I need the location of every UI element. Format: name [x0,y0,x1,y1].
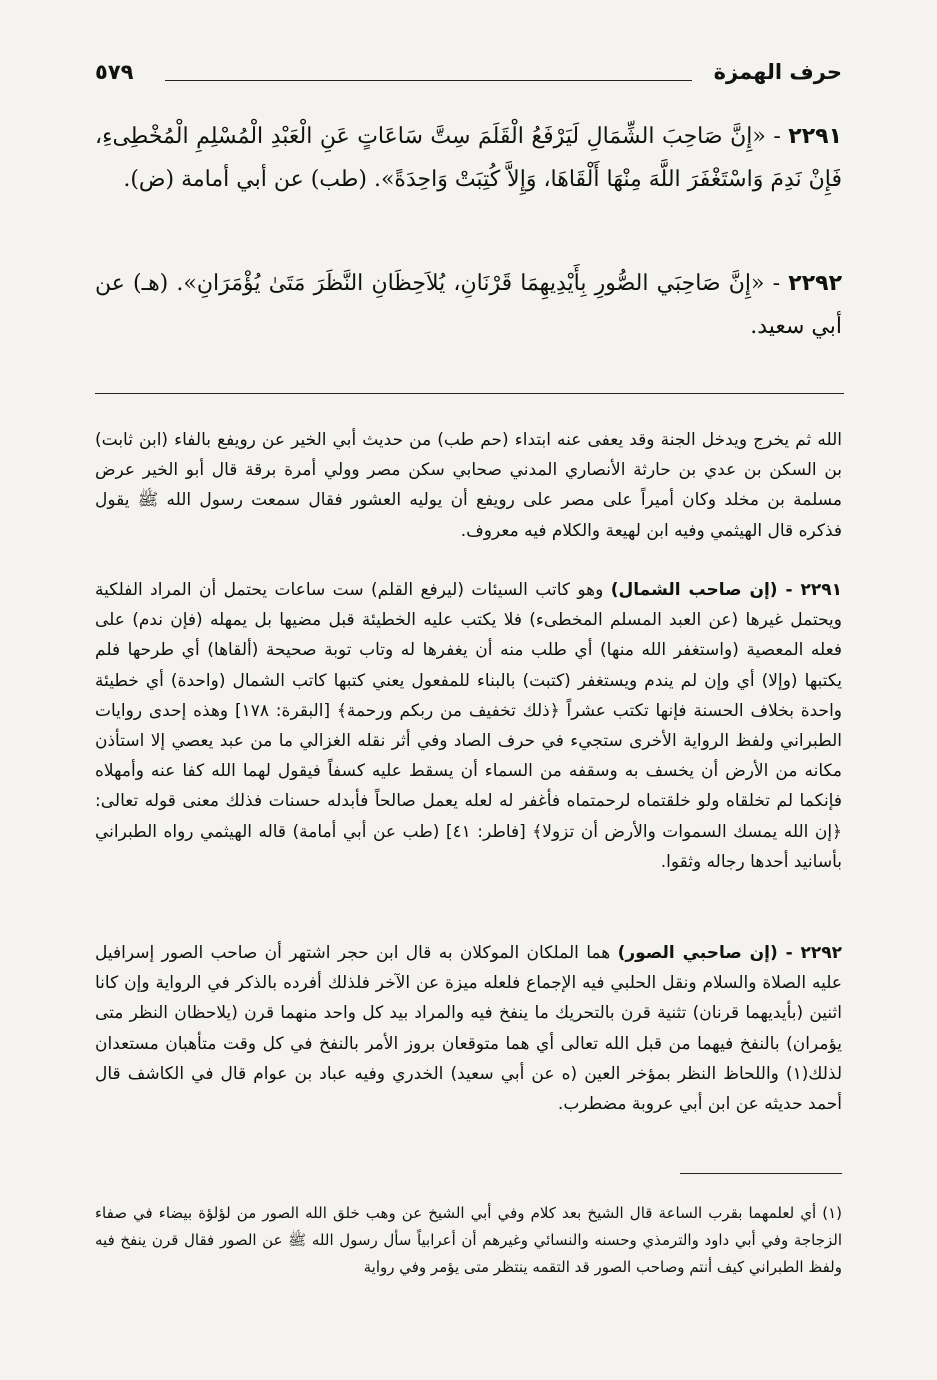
footnote-rule [680,1173,842,1174]
hadith-number: ٢٢٩٢ [788,271,842,296]
commentary-text: وهو كاتب السيئات (ليرفع القلم) ست ساعات يحتمل أن المراد الفلكية ويحتمل غيرها (عن العبد المسلم المخطىء) فلا يكتب عليه الخطيئة قبل مضيها بل يمهله (فإن ندم) على فعله المعصية (واستغفر الله منها) أي طلب منه أن يغفرها له وتاب توبة صحيحة (ألقاها) أي طرحها فلم يكتبها (وإلا) أي وإن لم يندم ويستغفر (كتبت) بالبناء للمفعول يعني كتبها كاتب الشمال (واحدة) أي خطيئة واحدة بخلاف الحسنة فإنها تكتب عشراً ﴿ذلك تخفيف من ربكم ورحمة﴾ [البقرة: ١٧٨] وهذه إحدى روايات الطبراني ولفظ الرواية الأخرى ستجيء في حرف الصاد وفي أثر نقله الغزالي ما من عبد يعصي إلا استأذن مكانه من الأرض أن يخسف به وسقفه من السماء أن يسقط عليه كسفاً فيقول لهما الله كفا عنه وأمهلاه فإنكما لم تخلقاه ولو خلقتماه لرحمتماه فأغفر له لعله يعمل صالحاً فأبدله حسنات فذلك معنى قوله تعالى: ﴿إن الله يمسك السموات والأرض أن تزولا﴾ [فاطر: ٤١] (طب عن أبي أمامة) قاله الهيثمي رواه الطبراني بأسانيد أحدها رجاله وثقوا. [95,580,843,872]
hadith-number: ٢٢٩١ [788,124,842,149]
page-number: ٥٧٩ [95,60,134,84]
commentary-text: هما الملكان الموكلان به قال ابن حجر اشتهر أن صاحب الصور إسرافيل عليه الصلاة والسلام ونقل الحلبي فيه الإجماع فلعله ميزة عن الآخر فلذلك أفرده بالذكر في الرواية وإن كانا اثنين (بأيديهما قرنان) تثنية قرن بالتحريك ما ينفخ فيه والمراد بيد كل واحد منهما قرن (يلاحظان النظر متى يؤمران) بالنفخ فيهما من قبل الله تعالى أي هما متوقعان بروز الأمر بالنفخ في كل وقت متأهبان مستعدان لذلك(١) واللحاظ النظر بمؤخر العين (ه عن أبي سعيد) الخدري وفيه عباد بن عوام قال في الكاشف قال أحمد حديثه عن ابن أبي عروبة مضطرب. [95,943,842,1115]
page-header [95,60,842,94]
footnote: (١) أي لعلمهما بقرب الساعة قال الشيخ بعد كلام وفي أبي الشيخ عن وهب خلق الله الصور من لؤلؤة بيضاء في صفاء الزجاجة وفي أبي داود والترمذي وحسنه والنسائي وغيرهم أن أعرابياً سأل رسول الله ﷺ عن الصور فقال قرن ينفخ فيه ولفظ الطبراني كيف أنتم وصاحب الصور قد التقمه ينتظر متى يؤمر وفي رواية [95,1204,842,1276]
header-rule [165,80,692,81]
hadith-2291 [95,115,842,201]
hadith-text: - «إِنَّ صَاحِبَ الشِّمَالِ لَيَرْفَعُ الْقَلَمَ سِتَّ سَاعَاتٍ عَنِ الْعَبْدِ الْمُسْلِمِ الْمُخْطِىءِ، فَإِنْ نَدِمَ وَاسْتَغْفَرَ اللَّهَ مِنْهَا أَلْقَاهَا، وَإِلاَّ كُتِبَتْ وَاحِدَةً». (طب) عن أبي أمامة (ض). [95,124,842,192]
commentary-lead: ٢٢٩١ - (إن صاحب الشمال) [610,580,842,600]
commentary-paragraph-2292 [95,938,842,1119]
commentary-paragraph-2291 [95,575,842,877]
hadith-text: - «إِنَّ صَاحِبَي الصُّورِ بِأَيْدِيهِمَا قَرْنَانِ، يُلاَحِظَانِ النَّظَرَ مَتَىٰ يُؤْمَرَانِ». (هـ) عن أبي سعيد. [95,271,842,339]
hadith-2292 [95,262,842,348]
running-title: حرف الهمزة [713,60,842,84]
commentary-paragraph: الله ثم يخرج ويدخل الجنة وقد يعفى عنه ابتداء (حم طب) من حديث أبي الخير عن رويفع بالفاء (ابن ثابت) بن السكن بن عدي بن حارثة الأنصاري المدني صحابي سكن مصر وولي أمرة برقة قال أبو الخير عرض مسلمة بن مخلد وكان أميراً على مصر على رويفع أن يوليه العشور فقال سمعت رسول الله ﷺ يقول فذكره قال الهيثمي وفيه ابن لهيعة والكلام فيه معروف. [95,430,842,541]
commentary-lead: ٢٢٩٢ - (إن صاحبي الصور) [617,943,843,963]
section-divider [95,393,844,394]
